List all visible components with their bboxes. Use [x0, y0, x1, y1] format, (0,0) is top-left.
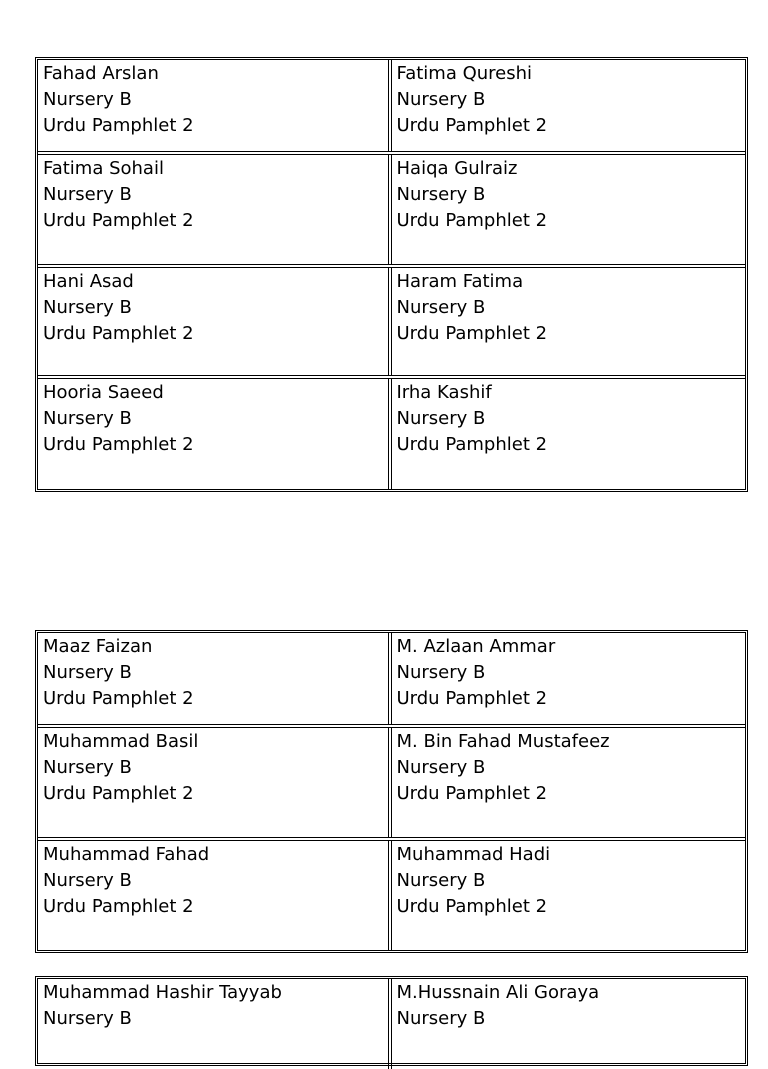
item-name: Urdu Pamphlet 2: [43, 115, 194, 136]
item-name: Urdu Pamphlet 2: [43, 323, 194, 344]
student-name: Muhammad Fahad: [43, 844, 210, 865]
item-name: Urdu Pamphlet 2: [43, 783, 194, 804]
class-name: Nursery B: [396, 662, 486, 683]
label-cell: [38, 268, 392, 375]
class-name: Nursery B: [396, 408, 486, 429]
student-name: Haiqa Gulraiz: [396, 158, 518, 179]
label-cell: [38, 379, 392, 489]
label-cell: [392, 60, 746, 151]
label-cell: [392, 268, 746, 375]
item-name: Urdu Pamphlet 2: [43, 688, 194, 709]
label-row: [38, 155, 745, 268]
label-row: [38, 728, 745, 841]
label-cell: [38, 841, 392, 950]
label-cell: [392, 979, 746, 1069]
student-name: Fahad Arslan: [43, 63, 159, 84]
class-name: Nursery B: [43, 757, 132, 778]
item-name: Urdu Pamphlet 2: [396, 783, 548, 804]
student-name: M. Azlaan Ammar: [396, 636, 556, 657]
class-name: Nursery B: [43, 662, 132, 683]
item-name: Urdu Pamphlet 2: [396, 896, 548, 917]
student-name: Haram Fatima: [396, 271, 524, 292]
label-cell: [392, 633, 746, 724]
item-name: Urdu Pamphlet 2: [396, 115, 548, 136]
student-name: Muhammad Basil: [43, 731, 199, 752]
class-name: Nursery B: [396, 297, 486, 318]
student-name: Hani Asad: [43, 271, 134, 292]
class-name: Nursery B: [396, 870, 486, 891]
label-cell: [392, 155, 746, 264]
label-cell: [392, 379, 746, 489]
item-name: Urdu Pamphlet 2: [396, 688, 548, 709]
label-row: [38, 979, 745, 1069]
student-name: Fatima Sohail: [43, 158, 164, 179]
class-name: Nursery B: [43, 89, 132, 110]
student-name: Fatima Qureshi: [396, 63, 533, 84]
student-name: Maaz Faizan: [43, 636, 153, 657]
item-name: Urdu Pamphlet 2: [396, 434, 548, 455]
class-name: Nursery B: [43, 297, 132, 318]
class-name: Nursery B: [43, 870, 132, 891]
label-row: [38, 379, 745, 489]
label-row: [38, 268, 745, 379]
label-cell: [38, 979, 392, 1069]
label-cell: [392, 841, 746, 950]
label-row: [38, 841, 745, 950]
student-name: M.Hussnain Ali Goraya: [396, 982, 600, 1003]
class-name: Nursery B: [43, 184, 132, 205]
label-cell: [38, 155, 392, 264]
label-sheet: [35, 976, 748, 1066]
student-name: Muhammad Hashir Tayyab: [43, 982, 282, 1003]
label-row: [38, 60, 745, 155]
student-name: M. Bin Fahad Mustafeez: [396, 731, 610, 752]
item-name: Urdu Pamphlet 2: [43, 434, 194, 455]
class-name: Nursery B: [396, 757, 486, 778]
label-row: [38, 633, 745, 728]
class-name: Nursery B: [43, 408, 132, 429]
item-name: Urdu Pamphlet 2: [396, 210, 548, 231]
class-name: Nursery B: [396, 184, 486, 205]
class-name: Nursery B: [43, 1008, 132, 1029]
student-name: Muhammad Hadi: [396, 844, 551, 865]
class-name: Nursery B: [396, 89, 486, 110]
label-cell: [38, 633, 392, 724]
student-name: Irha Kashif: [396, 382, 492, 403]
item-name: Urdu Pamphlet 2: [43, 896, 194, 917]
student-name: Hooria Saeed: [43, 382, 164, 403]
label-cell: [38, 60, 392, 151]
item-name: Urdu Pamphlet 2: [43, 210, 194, 231]
label-cell: [392, 728, 746, 837]
label-sheet: [35, 57, 748, 492]
label-cell: [38, 728, 392, 837]
label-sheet: [35, 630, 748, 953]
class-name: Nursery B: [396, 1008, 486, 1029]
item-name: Urdu Pamphlet 2: [396, 323, 548, 344]
